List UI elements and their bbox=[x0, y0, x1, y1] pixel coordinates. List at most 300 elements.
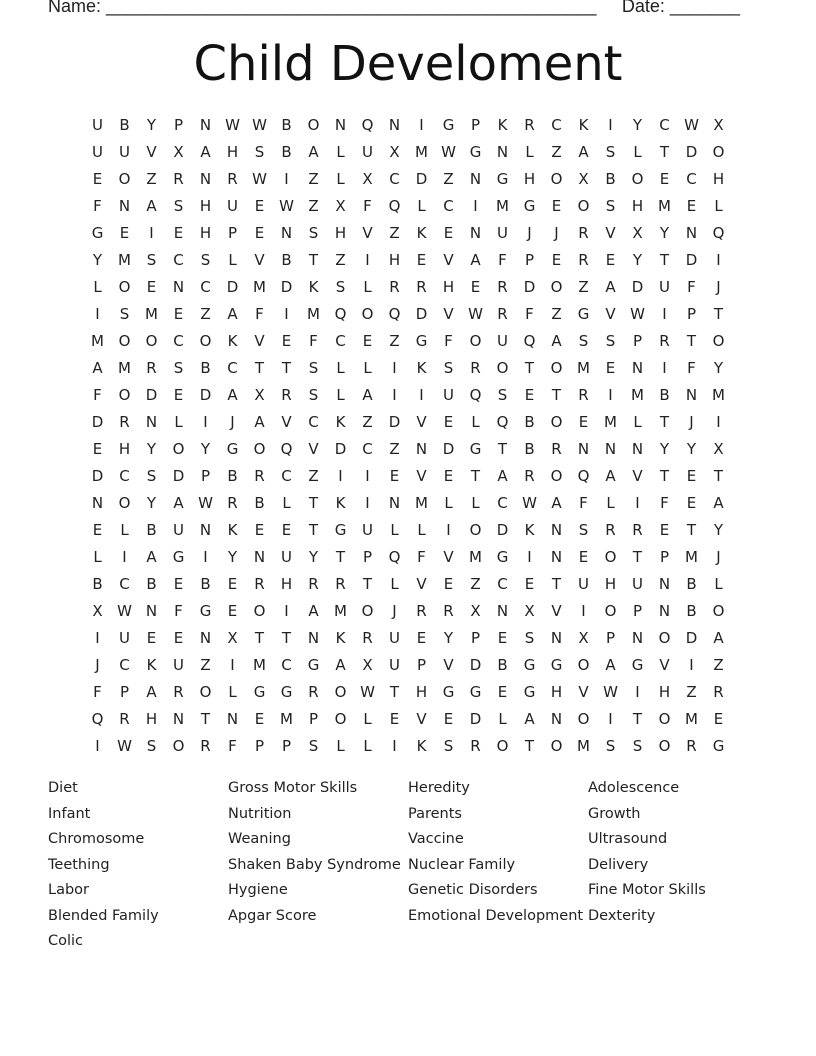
grid-cell: Z bbox=[335, 251, 346, 269]
grid-cell: V bbox=[146, 143, 157, 161]
grid-cell: N bbox=[145, 413, 158, 431]
grid-cell: T bbox=[551, 386, 562, 404]
grid-cell: O bbox=[550, 170, 563, 188]
grid-cell: J bbox=[230, 413, 235, 431]
grid-cell: L bbox=[282, 494, 291, 512]
grid-cell: Y bbox=[146, 116, 157, 134]
grid-cell: A bbox=[578, 143, 589, 161]
grid-cell: B bbox=[686, 602, 697, 620]
grid-cell: D bbox=[685, 143, 698, 161]
grid-cell: H bbox=[712, 170, 725, 188]
grid-cell: R bbox=[146, 359, 157, 377]
grid-cell: S bbox=[335, 278, 346, 296]
grid-cell: B bbox=[254, 494, 265, 512]
grid-cell: X bbox=[524, 602, 535, 620]
grid-cell: O bbox=[334, 683, 347, 701]
grid-cell: R bbox=[497, 305, 508, 323]
grid-cell: C bbox=[335, 332, 346, 350]
grid-cell: L bbox=[120, 521, 129, 539]
grid-cell: O bbox=[658, 629, 671, 647]
word-list-item: Nuclear Family bbox=[408, 856, 516, 873]
grid-cell: E bbox=[173, 386, 184, 404]
grid-cell: F bbox=[687, 278, 696, 296]
grid-cell: Y bbox=[659, 440, 670, 458]
grid-cell: X bbox=[389, 143, 400, 161]
grid-cell: D bbox=[145, 386, 158, 404]
grid-cell: V bbox=[578, 683, 589, 701]
grid-cell: S bbox=[146, 467, 157, 485]
grid-cell: N bbox=[550, 629, 563, 647]
grid-cell: M bbox=[253, 656, 266, 674]
grid-cell: N bbox=[658, 602, 671, 620]
grid-cell: D bbox=[91, 467, 104, 485]
grid-cell: E bbox=[686, 197, 697, 215]
grid-cell: U bbox=[362, 143, 373, 161]
grid-cell: F bbox=[417, 548, 426, 566]
grid-cell: J bbox=[392, 602, 397, 620]
grid-cell: U bbox=[92, 116, 103, 134]
grid-cell: R bbox=[443, 602, 454, 620]
grid-cell: G bbox=[712, 737, 725, 755]
grid-cell: A bbox=[173, 494, 184, 512]
grid-cell: I bbox=[716, 413, 721, 431]
grid-cell: N bbox=[496, 602, 509, 620]
grid-cell: P bbox=[281, 737, 292, 755]
grid-cell: Q bbox=[712, 224, 725, 242]
grid-cell: G bbox=[550, 656, 563, 674]
grid-cell: D bbox=[388, 413, 401, 431]
grid-cell: P bbox=[308, 710, 319, 728]
grid-cell: R bbox=[389, 278, 400, 296]
grid-cell: X bbox=[713, 116, 724, 134]
grid-cell: N bbox=[199, 629, 212, 647]
grid-cell: P bbox=[686, 305, 697, 323]
grid-cell: O bbox=[253, 602, 266, 620]
grid-cell: B bbox=[281, 143, 292, 161]
grid-cell: A bbox=[605, 278, 616, 296]
grid-cell: P bbox=[632, 602, 643, 620]
grid-cell: E bbox=[659, 521, 670, 539]
grid-cell: L bbox=[363, 359, 372, 377]
grid-cell: D bbox=[415, 305, 428, 323]
date-field[interactable]: Date: _______ bbox=[621, 0, 740, 16]
grid-cell: U bbox=[389, 629, 400, 647]
grid-cell: B bbox=[659, 386, 670, 404]
grid-cell: N bbox=[307, 629, 320, 647]
grid-cell: W bbox=[252, 116, 267, 134]
grid-cell: A bbox=[92, 359, 103, 377]
grid-cell: E bbox=[389, 467, 400, 485]
grid-cell: R bbox=[578, 224, 589, 242]
grid-cell: C bbox=[497, 494, 508, 512]
grid-cell: R bbox=[200, 737, 211, 755]
grid-cell: O bbox=[550, 413, 563, 431]
grid-cell: S bbox=[254, 143, 265, 161]
grid-cell: O bbox=[712, 143, 725, 161]
grid-cell: Y bbox=[146, 494, 157, 512]
grid-cell: R bbox=[713, 683, 724, 701]
grid-cell: S bbox=[308, 386, 319, 404]
grid-cell: H bbox=[523, 170, 536, 188]
grid-cell: Q bbox=[280, 440, 293, 458]
grid-cell: Z bbox=[713, 656, 724, 674]
grid-cell: T bbox=[524, 737, 535, 755]
grid-cell: R bbox=[308, 683, 319, 701]
letter-grid bbox=[84, 112, 732, 760]
grid-cell: F bbox=[93, 683, 102, 701]
grid-cell: M bbox=[496, 197, 509, 215]
grid-cell: B bbox=[497, 656, 508, 674]
grid-cell: W bbox=[684, 116, 699, 134]
grid-cell: C bbox=[173, 332, 184, 350]
grid-cell: B bbox=[524, 440, 535, 458]
grid-cell: W bbox=[225, 116, 240, 134]
grid-cell: A bbox=[524, 710, 535, 728]
grid-cell: T bbox=[362, 575, 373, 593]
grid-cell: G bbox=[523, 197, 536, 215]
grid-cell: O bbox=[496, 737, 509, 755]
grid-cell: K bbox=[227, 521, 238, 539]
grid-cell: N bbox=[334, 116, 347, 134]
grid-cell: I bbox=[95, 305, 100, 323]
word-list-item: Emotional Development bbox=[408, 907, 584, 924]
grid-cell: F bbox=[228, 737, 237, 755]
grid-cell: Y bbox=[713, 521, 724, 539]
grid-cell: T bbox=[281, 359, 292, 377]
grid-cell: O bbox=[604, 602, 617, 620]
grid-cell: V bbox=[443, 305, 454, 323]
word-list-item: Parents bbox=[408, 805, 462, 822]
grid-cell: J bbox=[716, 278, 721, 296]
grid-cell: E bbox=[551, 197, 562, 215]
grid-cell: I bbox=[446, 521, 451, 539]
grid-cell: O bbox=[199, 332, 212, 350]
grid-cell: N bbox=[631, 440, 644, 458]
grid-cell: J bbox=[554, 224, 559, 242]
grid-cell: N bbox=[685, 224, 698, 242]
grid-cell: B bbox=[200, 575, 211, 593]
grid-cell: Z bbox=[578, 278, 589, 296]
grid-cell: K bbox=[227, 332, 238, 350]
grid-cell: I bbox=[392, 359, 397, 377]
grid-cell: H bbox=[388, 251, 401, 269]
grid-cell: H bbox=[145, 710, 158, 728]
grid-cell: Z bbox=[686, 683, 697, 701]
grid-cell: A bbox=[146, 548, 157, 566]
grid-cell: A bbox=[470, 251, 481, 269]
grid-cell: E bbox=[254, 197, 265, 215]
grid-cell: R bbox=[524, 467, 535, 485]
grid-cell: W bbox=[603, 683, 618, 701]
grid-cell: S bbox=[200, 251, 211, 269]
grid-cell: K bbox=[416, 737, 427, 755]
grid-cell: W bbox=[252, 170, 267, 188]
grid-cell: A bbox=[227, 305, 238, 323]
grid-cell: R bbox=[416, 278, 427, 296]
grid-cell: Y bbox=[227, 548, 238, 566]
grid-cell: V bbox=[362, 224, 373, 242]
grid-cell: I bbox=[203, 548, 208, 566]
grid-cell: G bbox=[631, 656, 644, 674]
grid-cell: S bbox=[173, 359, 184, 377]
grid-cell: O bbox=[658, 737, 671, 755]
grid-cell: N bbox=[199, 116, 212, 134]
grid-cell: I bbox=[689, 656, 694, 674]
grid-cell: C bbox=[281, 656, 292, 674]
grid-cell: C bbox=[119, 575, 130, 593]
grid-cell: M bbox=[91, 332, 104, 350]
grid-cell: H bbox=[658, 683, 671, 701]
word-list-item: Hygiene bbox=[228, 882, 288, 898]
grid-cell: D bbox=[199, 386, 212, 404]
grid-cell: M bbox=[253, 278, 266, 296]
grid-cell: F bbox=[579, 494, 588, 512]
grid-cell: E bbox=[443, 413, 454, 431]
grid-cell: O bbox=[550, 467, 563, 485]
grid-cell: F bbox=[687, 359, 696, 377]
word-list-item: Nutrition bbox=[228, 805, 292, 822]
grid-cell: S bbox=[605, 737, 616, 755]
grid-cell: B bbox=[146, 575, 157, 593]
grid-cell: R bbox=[173, 683, 184, 701]
grid-cell: B bbox=[200, 359, 211, 377]
grid-cell: N bbox=[172, 710, 185, 728]
grid-cell: N bbox=[280, 224, 293, 242]
grid-cell: N bbox=[199, 170, 212, 188]
grid-cell: N bbox=[577, 440, 590, 458]
grid-cell: O bbox=[658, 710, 671, 728]
grid-cell: M bbox=[307, 305, 320, 323]
word-list-item: Labor bbox=[48, 882, 90, 898]
grid-cell: G bbox=[469, 143, 482, 161]
grid-cell: O bbox=[361, 305, 374, 323]
grid-cell: C bbox=[686, 170, 697, 188]
grid-cell: R bbox=[659, 332, 670, 350]
grid-cell: X bbox=[470, 602, 481, 620]
grid-cell: K bbox=[578, 116, 589, 134]
grid-cell: G bbox=[523, 656, 536, 674]
grid-cell: H bbox=[118, 440, 131, 458]
grid-cell: H bbox=[415, 683, 428, 701]
grid-cell: S bbox=[308, 737, 319, 755]
grid-cell: A bbox=[146, 683, 157, 701]
grid-cell: T bbox=[254, 359, 265, 377]
grid-cell: U bbox=[227, 197, 238, 215]
grid-cell: G bbox=[253, 683, 266, 701]
grid-cell: G bbox=[523, 683, 536, 701]
grid-cell: B bbox=[281, 251, 292, 269]
grid-cell: N bbox=[631, 629, 644, 647]
grid-cell: I bbox=[365, 251, 370, 269]
grid-cell: D bbox=[415, 170, 428, 188]
grid-cell: R bbox=[497, 278, 508, 296]
grid-cell: N bbox=[388, 494, 401, 512]
grid-cell: Q bbox=[388, 197, 401, 215]
grid-cell: E bbox=[119, 224, 130, 242]
grid-cell: H bbox=[280, 575, 293, 593]
grid-cell: T bbox=[632, 548, 643, 566]
grid-cell: U bbox=[119, 629, 130, 647]
grid-cell: S bbox=[497, 386, 508, 404]
grid-cell: W bbox=[360, 683, 375, 701]
grid-cell: U bbox=[281, 548, 292, 566]
grid-cell: L bbox=[714, 575, 723, 593]
grid-cell: R bbox=[605, 521, 616, 539]
grid-cell: E bbox=[254, 710, 265, 728]
grid-cell: I bbox=[149, 224, 154, 242]
grid-cell: O bbox=[550, 737, 563, 755]
grid-cell: T bbox=[659, 413, 670, 431]
grid-cell: R bbox=[524, 116, 535, 134]
grid-cell: I bbox=[662, 359, 667, 377]
grid-cell: E bbox=[686, 467, 697, 485]
grid-cell: C bbox=[551, 116, 562, 134]
grid-cell: L bbox=[633, 413, 642, 431]
grid-cell: L bbox=[336, 170, 345, 188]
grid-cell: C bbox=[173, 251, 184, 269]
grid-cell: U bbox=[389, 656, 400, 674]
grid-cell: R bbox=[632, 521, 643, 539]
grid-cell: U bbox=[443, 386, 454, 404]
grid-cell: E bbox=[92, 170, 103, 188]
grid-cell: X bbox=[632, 224, 643, 242]
grid-cell: F bbox=[174, 602, 183, 620]
grid-cell: Z bbox=[362, 413, 373, 431]
grid-cell: J bbox=[689, 413, 694, 431]
grid-cell: C bbox=[281, 467, 292, 485]
grid-cell: N bbox=[496, 143, 509, 161]
grid-cell: I bbox=[419, 116, 424, 134]
grid-cell: D bbox=[226, 278, 239, 296]
grid-cell: D bbox=[280, 278, 293, 296]
grid-cell: U bbox=[173, 521, 184, 539]
word-list-item bbox=[588, 929, 768, 955]
word-list-item: Apgar Score bbox=[228, 907, 317, 924]
grid-cell: H bbox=[199, 197, 212, 215]
grid-cell: D bbox=[523, 278, 536, 296]
grid-cell: L bbox=[93, 278, 102, 296]
grid-cell: E bbox=[281, 521, 292, 539]
grid-cell: L bbox=[417, 197, 426, 215]
grid-cell: E bbox=[92, 521, 103, 539]
grid-cell: Y bbox=[659, 224, 670, 242]
grid-cell: L bbox=[336, 737, 345, 755]
grid-cell: R bbox=[227, 494, 238, 512]
grid-cell: X bbox=[362, 656, 373, 674]
grid-cell: L bbox=[390, 575, 399, 593]
grid-cell: X bbox=[254, 386, 265, 404]
grid-cell: O bbox=[496, 359, 509, 377]
grid-cell: S bbox=[605, 143, 616, 161]
grid-cell: O bbox=[604, 548, 617, 566]
grid-cell: K bbox=[146, 656, 157, 674]
grid-cell: U bbox=[578, 575, 589, 593]
grid-cell: X bbox=[362, 170, 373, 188]
grid-cell: P bbox=[470, 629, 481, 647]
grid-cell: O bbox=[307, 116, 320, 134]
grid-cell: T bbox=[281, 629, 292, 647]
grid-cell: W bbox=[198, 494, 213, 512]
grid-cell: C bbox=[308, 413, 319, 431]
grid-cell: G bbox=[172, 548, 185, 566]
grid-cell: E bbox=[524, 575, 535, 593]
grid-cell: I bbox=[392, 737, 397, 755]
grid-cell: U bbox=[362, 521, 373, 539]
grid-cell: W bbox=[117, 602, 132, 620]
grid-cell: M bbox=[415, 494, 428, 512]
grid-cell: L bbox=[471, 413, 480, 431]
grid-cell: E bbox=[443, 575, 454, 593]
grid-cell: O bbox=[172, 737, 185, 755]
grid-cell: V bbox=[605, 305, 616, 323]
grid-cell: E bbox=[281, 332, 292, 350]
grid-cell: Z bbox=[470, 575, 481, 593]
grid-cell: A bbox=[713, 494, 724, 512]
grid-cell: L bbox=[498, 710, 507, 728]
grid-cell: O bbox=[118, 386, 131, 404]
grid-cell: N bbox=[415, 440, 428, 458]
grid-cell: Y bbox=[632, 116, 643, 134]
grid-cell: N bbox=[91, 494, 104, 512]
word-list-item: Delivery bbox=[588, 856, 649, 873]
grid-cell: N bbox=[469, 224, 482, 242]
grid-cell: M bbox=[577, 359, 590, 377]
grid-cell: R bbox=[362, 629, 373, 647]
grid-cell: F bbox=[660, 494, 669, 512]
grid-cell: F bbox=[525, 305, 534, 323]
grid-cell: T bbox=[659, 251, 670, 269]
grid-cell: C bbox=[119, 467, 130, 485]
grid-cell: N bbox=[145, 602, 158, 620]
grid-cell: X bbox=[92, 602, 103, 620]
grid-cell: H bbox=[631, 197, 644, 215]
grid-cell: N bbox=[685, 386, 698, 404]
grid-cell: P bbox=[659, 548, 670, 566]
grid-cell: L bbox=[336, 359, 345, 377]
grid-cell: A bbox=[200, 143, 211, 161]
grid-cell: B bbox=[119, 116, 130, 134]
grid-cell: L bbox=[471, 494, 480, 512]
grid-cell: B bbox=[605, 170, 616, 188]
grid-cell: R bbox=[578, 386, 589, 404]
grid-cell: I bbox=[284, 602, 289, 620]
grid-cell: R bbox=[173, 170, 184, 188]
grid-cell: R bbox=[308, 575, 319, 593]
grid-cell: E bbox=[443, 467, 454, 485]
grid-cell: R bbox=[119, 413, 130, 431]
word-list-item: Dexterity bbox=[588, 907, 656, 924]
grid-cell: N bbox=[199, 521, 212, 539]
grid-cell: R bbox=[281, 386, 292, 404]
grid-cell: P bbox=[362, 548, 373, 566]
grid-cell: S bbox=[605, 332, 616, 350]
grid-cell: D bbox=[91, 413, 104, 431]
grid-cell: F bbox=[363, 197, 372, 215]
name-field[interactable]: Name: _________________________________________________ bbox=[48, 0, 597, 16]
grid-cell: D bbox=[685, 251, 698, 269]
grid-cell: M bbox=[469, 548, 482, 566]
grid-cell: C bbox=[362, 440, 373, 458]
grid-cell: V bbox=[416, 575, 427, 593]
grid-cell: X bbox=[578, 629, 589, 647]
grid-cell: D bbox=[172, 467, 185, 485]
grid-cell: L bbox=[633, 143, 642, 161]
grid-cell: C bbox=[443, 197, 454, 215]
grid-cell: V bbox=[308, 440, 319, 458]
grid-cell: Y bbox=[200, 440, 211, 458]
grid-cell: G bbox=[226, 440, 239, 458]
grid-cell: A bbox=[146, 197, 157, 215]
